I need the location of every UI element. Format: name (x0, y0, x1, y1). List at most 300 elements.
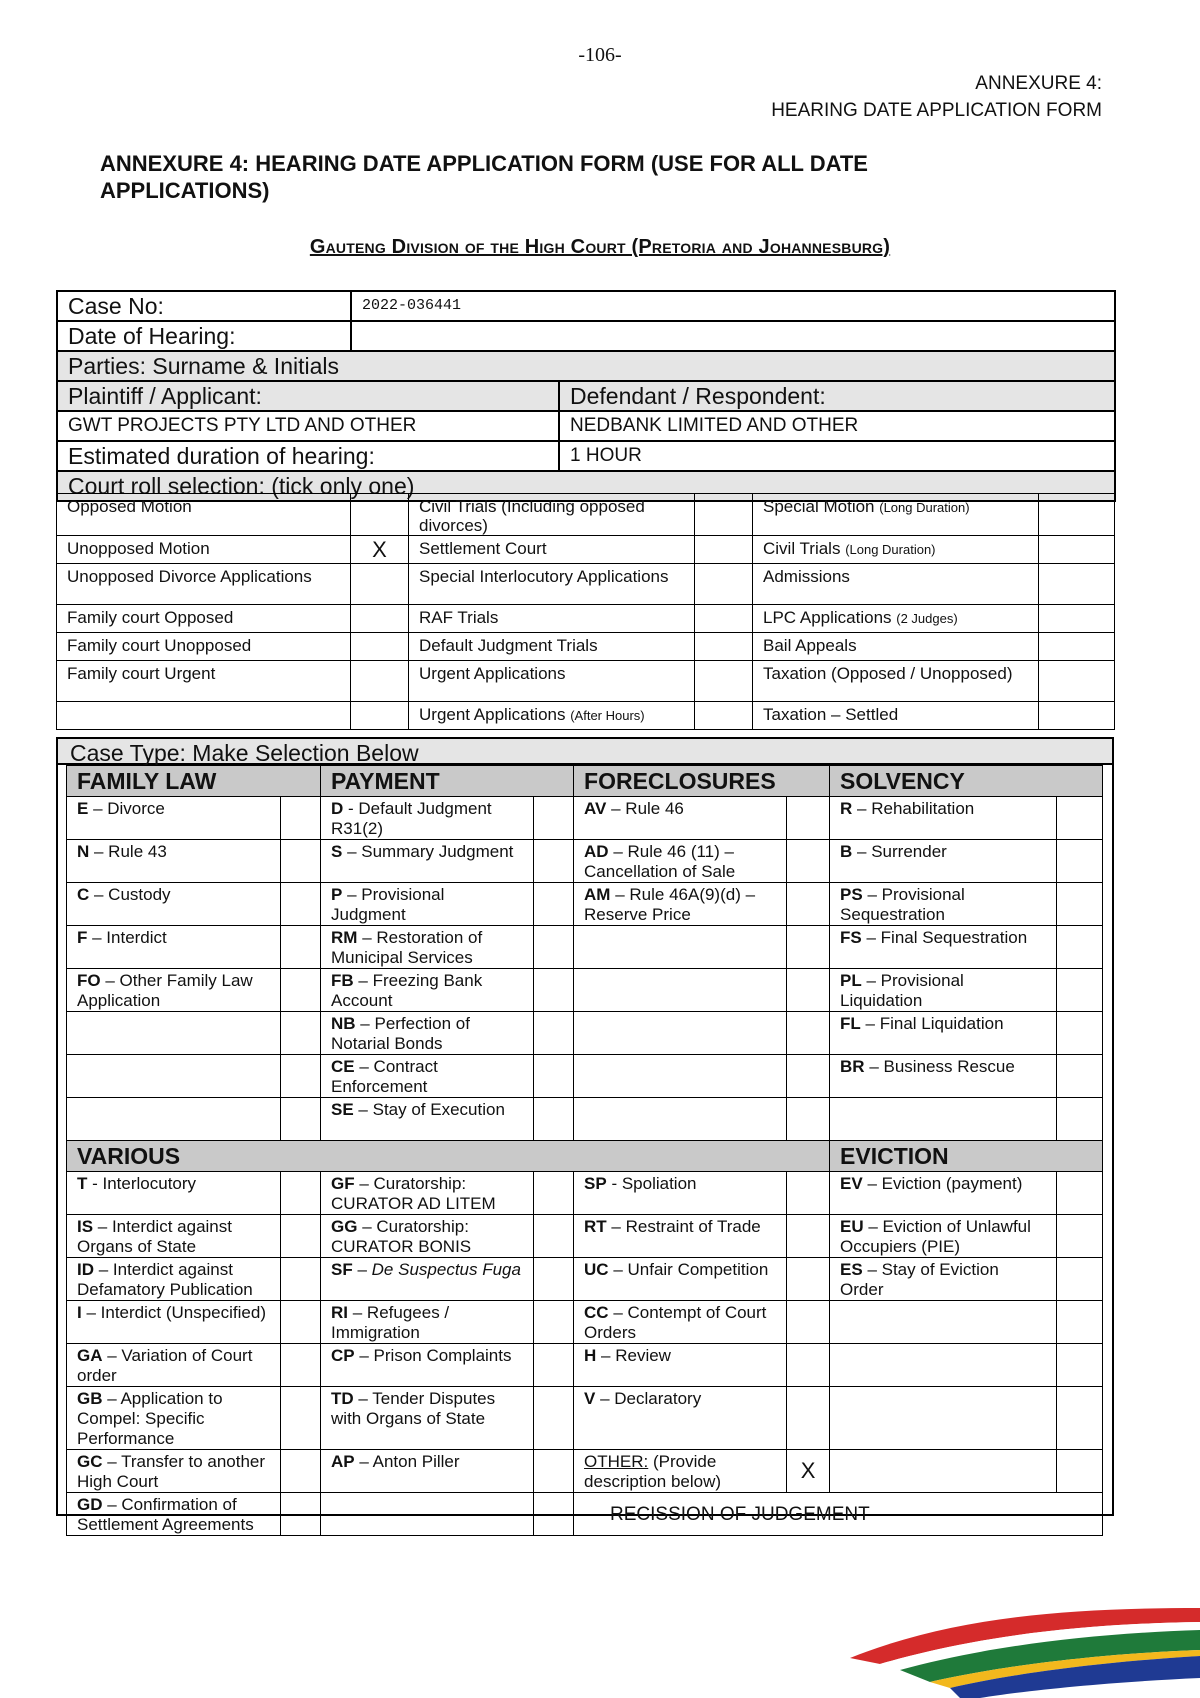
case-type-tick-box[interactable] (281, 1215, 321, 1258)
case-type-code: RT (584, 1217, 607, 1236)
case-type-text: – Unfair Competition (608, 1260, 769, 1279)
case-type-option (321, 1055, 534, 1098)
case-type-text: – Rule 46 (11) – Cancellation of Sale (584, 842, 736, 881)
case-type-text: – Contempt of Court Orders (584, 1303, 767, 1342)
court-subtitle: Gauteng Division of the High Court (Pretoria and Johannesburg) (309, 236, 891, 258)
case-type-text: – Transfer to another High Court (77, 1452, 266, 1491)
case-type-empty (574, 1012, 787, 1055)
roll-option: Taxation (Opposed / Unopposed) (753, 661, 1039, 702)
case-type-text: – Other Family Law Application (77, 971, 253, 1010)
case-type-code: SF (331, 1260, 353, 1279)
case-type-option (321, 1258, 534, 1301)
case-type-tick-box[interactable] (281, 926, 321, 969)
case-type-text: – Stay of Eviction Order (840, 1260, 999, 1299)
case-type-tick-box[interactable] (1057, 1098, 1103, 1141)
case-type-code: AD (584, 842, 609, 861)
roll-tick-box[interactable] (1039, 605, 1115, 633)
case-type-option (67, 926, 281, 969)
case-type-text: – Eviction of Unlawful Occupiers (PIE) (840, 1217, 1031, 1256)
case-type-tick-box[interactable] (1057, 1301, 1103, 1344)
case-type-option (321, 1387, 534, 1450)
case-type-code: UC (584, 1260, 609, 1279)
case-type-code: FO (77, 971, 101, 990)
roll-option: Bail Appeals (753, 633, 1039, 661)
case-type-tick-box[interactable] (534, 1215, 574, 1258)
case-type-option (321, 840, 534, 883)
case-type-code: CE (331, 1057, 355, 1076)
case-type-text: – (352, 1260, 372, 1279)
case-type-tick-box[interactable] (787, 840, 830, 883)
case-type-code: T (77, 1174, 88, 1193)
case-type-text: – Business Rescue (864, 1057, 1015, 1076)
case-type-tick-box[interactable] (281, 1387, 321, 1450)
header-eviction: EVICTION (830, 1141, 1103, 1172)
case-type-tick-box[interactable] (281, 883, 321, 926)
case-type-option (67, 1450, 281, 1493)
roll-option: Family court Urgent (57, 661, 351, 702)
case-type-tick-box[interactable] (534, 926, 574, 969)
case-type-text: – Prison Complaints (354, 1346, 512, 1365)
case-type-tick-box[interactable] (1057, 1215, 1103, 1258)
page-number: -106- (578, 44, 622, 66)
case-type-code: EV (840, 1174, 863, 1193)
case-type-tick-box[interactable] (534, 797, 574, 840)
case-type-text-italic: De Suspectus Fuga (371, 1260, 521, 1279)
roll-tick-box[interactable] (351, 702, 409, 730)
other-tick-box[interactable]: X (787, 1450, 830, 1493)
roll-option: Urgent Applications (409, 661, 695, 702)
roll-option-note: (After Hours) (570, 708, 645, 723)
case-type-text: – Perfection of Notarial Bonds (331, 1014, 470, 1053)
case-type-empty (830, 1387, 1057, 1450)
case-type-tick-box[interactable] (281, 1055, 321, 1098)
case-type-tick-box[interactable] (281, 1344, 321, 1387)
roll-tick-box[interactable] (695, 633, 753, 661)
case-type-code: CC (584, 1303, 609, 1322)
case-type-empty (830, 1450, 1057, 1493)
case-type-tick-box[interactable] (534, 1387, 574, 1450)
case-type-code: H (584, 1346, 597, 1365)
case-type-option (830, 797, 1057, 840)
case-type-tick-box[interactable] (534, 1344, 574, 1387)
roll-tick-box[interactable] (1039, 661, 1115, 702)
case-type-tick-box[interactable] (281, 1450, 321, 1493)
case-type-option (67, 1493, 281, 1536)
roll-option-note: (2 Judges) (896, 611, 958, 626)
case-type-tick-box[interactable] (534, 840, 574, 883)
case-type-text: – Rule 46 (606, 799, 684, 818)
roll-option-text: LPC Applications (763, 608, 892, 627)
case-type-code: AV (584, 799, 607, 818)
case-type-text: – Eviction (payment) (862, 1174, 1023, 1193)
case-type-tick-box[interactable] (534, 1055, 574, 1098)
case-type-text: – Interdict against Organs of State (77, 1217, 232, 1256)
case-no-label: Case No: (57, 291, 351, 321)
case-type-code: AP (331, 1452, 355, 1471)
case-type-text: – Declaratory (595, 1389, 702, 1408)
case-type-text: - Default Judgment R31(2) (331, 799, 492, 838)
roll-tick-box[interactable] (695, 536, 753, 564)
case-type-text: – Interdict (87, 928, 167, 947)
case-type-option (830, 926, 1057, 969)
plaintiff-field[interactable]: GWT PROJECTS PTY LTD AND OTHER (57, 411, 559, 441)
case-type-option (321, 1012, 534, 1055)
case-type-tick-box[interactable] (1057, 1344, 1103, 1387)
case-type-option (321, 883, 534, 926)
annexure-header (771, 70, 1102, 124)
case-type-tick-box[interactable] (534, 1098, 574, 1141)
case-type-text: – Restoration of Municipal Services (331, 928, 483, 967)
case-type-code: RI (331, 1303, 349, 1322)
case-type-text: – Custody (89, 885, 171, 904)
roll-option (753, 605, 1039, 633)
roll-tick-box[interactable] (695, 564, 753, 605)
case-type-empty (574, 926, 787, 969)
case-type-option (830, 1215, 1057, 1258)
case-type-empty (67, 1098, 281, 1141)
other-label: OTHER: (584, 1452, 649, 1471)
case-type-tick-box[interactable] (1057, 1258, 1103, 1301)
case-type-tick-box[interactable] (281, 840, 321, 883)
case-type-text: – Curatorship: CURATOR BONIS (331, 1217, 472, 1256)
case-type-text: - Spoliation (606, 1174, 697, 1193)
other-option (574, 1450, 787, 1493)
case-type-tick-box[interactable] (787, 1055, 830, 1098)
case-type-tick-box[interactable] (534, 1258, 574, 1301)
case-type-code: R (840, 799, 853, 818)
case-type-option (830, 883, 1057, 926)
case-type-tick-box[interactable] (534, 1301, 574, 1344)
case-type-text: – Application to Compel: Specific Performance (77, 1389, 223, 1448)
case-type-option (67, 840, 281, 883)
case-type-option (67, 1344, 281, 1387)
case-type-tick-box[interactable] (281, 1172, 321, 1215)
roll-tick-box[interactable] (1039, 564, 1115, 605)
case-type-text: – Variation of Court order (77, 1346, 253, 1385)
defendant-field[interactable]: NEDBANK LIMITED AND OTHER (559, 411, 1115, 441)
case-type-tick-box[interactable] (1057, 840, 1103, 883)
roll-option: Family court Opposed (57, 605, 351, 633)
case-type-code: V (584, 1389, 596, 1408)
annexure-header-line2: HEARING DATE APPLICATION FORM (771, 100, 1102, 121)
roll-option-text: Civil Trials (763, 539, 841, 558)
case-type-tick-box[interactable] (787, 969, 830, 1012)
roll-option (409, 702, 695, 730)
case-no-field[interactable]: 2022-036441 (351, 291, 1115, 321)
case-type-text: – Provisional Sequestration (840, 885, 965, 924)
case-type-tick-box[interactable] (281, 1012, 321, 1055)
case-type-text: – Restraint of Trade (606, 1217, 761, 1236)
case-type-text: – Interdict (Unspecified) (81, 1303, 266, 1322)
duration-field[interactable]: 1 HOUR (559, 441, 1115, 471)
case-type-option (67, 883, 281, 926)
case-type-option (574, 883, 787, 926)
case-type-code: RM (331, 928, 358, 947)
case-type-tick-box[interactable] (787, 1012, 830, 1055)
roll-tick-box[interactable] (351, 564, 409, 605)
date-of-hearing-label: Date of Hearing: (57, 321, 351, 351)
other-description-field[interactable]: RECISSION OF JUDGEMENT (574, 1493, 1103, 1536)
roll-option (753, 494, 1039, 536)
roll-option-text: Special Motion (763, 497, 875, 516)
case-type-tick-box[interactable] (534, 1493, 574, 1536)
case-type-table (66, 765, 1103, 1536)
case-type-option (321, 1172, 534, 1215)
case-type-text: – Tender Disputes with Organs of State (331, 1389, 496, 1428)
roll-option: Opposed Motion (57, 494, 351, 536)
case-type-option (321, 1301, 534, 1344)
roll-option-note: (Long Duration) (845, 542, 936, 557)
case-type-code: FB (331, 971, 354, 990)
case-type-option (574, 840, 787, 883)
case-type-tick-box[interactable] (1057, 797, 1103, 840)
case-type-text: – Provisional Liquidation (840, 971, 964, 1010)
case-type-code: GB (77, 1389, 103, 1408)
roll-tick-box[interactable] (1039, 494, 1115, 536)
case-type-option (830, 1012, 1057, 1055)
case-type-code: NB (331, 1014, 356, 1033)
case-type-code: D (331, 799, 344, 818)
case-type-code: CP (331, 1346, 355, 1365)
header-solvency: SOLVENCY (830, 766, 1103, 797)
annexure-header-line1: ANNEXURE 4: (975, 73, 1102, 94)
case-type-empty (574, 969, 787, 1012)
roll-tick-box[interactable] (695, 661, 753, 702)
case-type-option (574, 1301, 787, 1344)
case-type-code: TD (331, 1389, 354, 1408)
case-type-tick-box[interactable] (281, 797, 321, 840)
duration-label: Estimated duration of hearing: (57, 441, 559, 471)
case-type-tick-box[interactable] (1057, 1012, 1103, 1055)
case-type-option (67, 797, 281, 840)
roll-option: RAF Trials (409, 605, 695, 633)
case-type-tick-box[interactable] (534, 1172, 574, 1215)
case-type-code: GD (77, 1495, 103, 1514)
case-type-code: FS (840, 928, 862, 947)
case-type-empty (830, 1344, 1057, 1387)
case-type-empty (574, 1098, 787, 1141)
case-type-option (574, 1172, 787, 1215)
case-type-option (321, 1450, 534, 1493)
case-type-text: – Interdict against Defamatory Publication (77, 1260, 253, 1299)
case-type-text: – Contract Enforcement (331, 1057, 438, 1096)
roll-tick-box[interactable]: X (351, 536, 409, 564)
case-type-option (574, 797, 787, 840)
roll-option: Special Interlocutory Applications (409, 564, 695, 605)
roll-option-text: Urgent Applications (419, 705, 566, 724)
case-type-option (67, 1172, 281, 1215)
roll-option: Civil Trials (Including opposed divorces) (409, 494, 695, 536)
case-details-table (56, 290, 1116, 502)
case-type-code: GA (77, 1346, 103, 1365)
case-type-tick-box[interactable] (1057, 1387, 1103, 1450)
case-type-code: F (77, 928, 88, 947)
case-type-tick-box[interactable] (1057, 883, 1103, 926)
case-type-option (67, 1301, 281, 1344)
case-type-text: – Final Liquidation (860, 1014, 1004, 1033)
case-type-code: C (77, 885, 90, 904)
case-type-text: – Rule 43 (89, 842, 167, 861)
case-type-option (67, 1387, 281, 1450)
case-type-empty (830, 1301, 1057, 1344)
court-roll-label: Court roll selection: (tick only one) (57, 471, 1115, 501)
case-type-option (574, 1215, 787, 1258)
case-type-tick-box[interactable] (787, 1387, 830, 1450)
roll-option: Admissions (753, 564, 1039, 605)
case-type-code: ES (840, 1260, 863, 1279)
roll-tick-box[interactable] (1039, 633, 1115, 661)
case-type-tick-box[interactable] (1057, 926, 1103, 969)
case-type-empty (321, 1493, 534, 1536)
case-type-option (830, 1055, 1057, 1098)
case-type-option (321, 1344, 534, 1387)
case-type-tick-box[interactable] (1057, 969, 1103, 1012)
case-type-code: P (331, 885, 343, 904)
roll-option: Taxation – Settled (753, 702, 1039, 730)
case-type-tick-box[interactable] (787, 883, 830, 926)
case-type-text: – Freezing Bank Account (331, 971, 483, 1010)
case-type-tick-box[interactable] (1057, 1450, 1103, 1493)
south-african-flag-ribbon (840, 1578, 1200, 1698)
header-foreclosures: FORECLOSURES (574, 766, 830, 797)
case-type-option (321, 969, 534, 1012)
case-type-tick-box[interactable] (787, 1098, 830, 1141)
case-type-tick-box[interactable] (534, 883, 574, 926)
header-family-law: FAMILY LAW (67, 766, 321, 797)
case-type-code: SP (584, 1174, 607, 1193)
case-type-text: – Summary Judgment (342, 842, 514, 861)
roll-tick-box[interactable] (351, 633, 409, 661)
case-type-text: – Review (596, 1346, 671, 1365)
case-type-code: PS (840, 885, 863, 904)
case-type-text: – Rule 46A(9)(d) – Reserve Price (584, 885, 756, 924)
case-type-empty (830, 1098, 1057, 1141)
roll-tick-box[interactable] (351, 605, 409, 633)
case-type-text: – Provisional Judgment (331, 885, 445, 924)
case-type-code: E (77, 799, 89, 818)
case-type-text: – Final Sequestration (861, 928, 1028, 947)
case-type-code: I (77, 1303, 82, 1322)
case-type-code: GF (331, 1174, 355, 1193)
case-type-option (67, 1258, 281, 1301)
case-type-tick-box[interactable] (281, 969, 321, 1012)
case-type-text: – Refugees / Immigration (331, 1303, 450, 1342)
case-type-code: SE (331, 1100, 354, 1119)
plaintiff-label: Plaintiff / Applicant: (57, 381, 559, 411)
case-type-tick-box[interactable] (787, 1215, 830, 1258)
roll-tick-box[interactable] (1039, 702, 1115, 730)
case-type-tick-box[interactable] (534, 1012, 574, 1055)
case-type-code: ID (77, 1260, 94, 1279)
case-type-code: AM (584, 885, 611, 904)
case-type-option (830, 1258, 1057, 1301)
roll-tick-box[interactable] (695, 702, 753, 730)
case-type-tick-box[interactable] (787, 1258, 830, 1301)
case-type-option (574, 1258, 787, 1301)
roll-option: Settlement Court (409, 536, 695, 564)
case-type-code: IS (77, 1217, 94, 1236)
case-type-empty (574, 1055, 787, 1098)
roll-tick-box[interactable] (695, 605, 753, 633)
case-type-option (574, 1344, 787, 1387)
other-instruction: (Provide description below) (584, 1452, 722, 1491)
case-type-tick-box[interactable] (281, 1301, 321, 1344)
case-type-code: PL (840, 971, 862, 990)
case-type-tick-box[interactable] (787, 797, 830, 840)
parties-label: Parties: Surname & Initials (57, 351, 1115, 381)
case-type-code: N (77, 842, 90, 861)
case-type-code: GC (77, 1452, 103, 1471)
case-type-tick-box[interactable] (534, 969, 574, 1012)
case-type-code: S (331, 842, 343, 861)
case-type-tick-box[interactable] (787, 1344, 830, 1387)
case-type-tick-box[interactable] (787, 1172, 830, 1215)
case-type-code: FL (840, 1014, 861, 1033)
case-type-empty (67, 1012, 281, 1055)
roll-option: Unopposed Motion (57, 536, 351, 564)
roll-option-note: (Long Duration) (879, 500, 970, 515)
case-type-option (321, 926, 534, 969)
roll-option: Family court Unopposed (57, 633, 351, 661)
defendant-label: Defendant / Respondent: (559, 381, 1115, 411)
case-type-code: GG (331, 1217, 358, 1236)
case-type-code: BR (840, 1057, 865, 1076)
case-type-option (830, 1172, 1057, 1215)
case-type-text: – Surrender (852, 842, 947, 861)
case-type-tick-box[interactable] (1057, 1172, 1103, 1215)
case-type-tick-box[interactable] (1057, 1055, 1103, 1098)
roll-tick-box[interactable] (1039, 536, 1115, 564)
roll-tick-box[interactable] (351, 661, 409, 702)
case-type-label: Case Type: Make Selection Below (56, 737, 1114, 765)
case-type-option (67, 969, 281, 1012)
court-roll-table (56, 493, 1115, 730)
roll-option (57, 702, 351, 730)
case-type-tick-box[interactable] (534, 1450, 574, 1493)
case-type-option (830, 840, 1057, 883)
case-type-option (321, 797, 534, 840)
case-type-option (574, 1387, 787, 1450)
header-payment: PAYMENT (321, 766, 574, 797)
case-type-text: – Rehabilitation (852, 799, 975, 818)
case-type-option (321, 1098, 534, 1141)
date-of-hearing-field[interactable] (351, 321, 1115, 351)
case-type-option (321, 1215, 534, 1258)
case-type-text: – Stay of Execution (353, 1100, 505, 1119)
header-various: VARIOUS (67, 1141, 830, 1172)
case-type-tick-box[interactable] (281, 1258, 321, 1301)
case-type-tick-box[interactable] (281, 1098, 321, 1141)
case-type-text: – Anton Piller (354, 1452, 460, 1471)
roll-tick-box[interactable] (695, 494, 753, 536)
case-type-empty (67, 1055, 281, 1098)
case-type-tick-box[interactable] (787, 1301, 830, 1344)
case-type-text: – Divorce (88, 799, 165, 818)
roll-option: Default Judgment Trials (409, 633, 695, 661)
case-type-option (830, 969, 1057, 1012)
roll-option: Unopposed Divorce Applications (57, 564, 351, 605)
roll-tick-box[interactable] (351, 494, 409, 536)
form-title: ANNEXURE 4: HEARING DATE APPLICATION FORM (USE FOR ALL DATE APPLICATIONS) (100, 151, 868, 203)
case-type-code: EU (840, 1217, 864, 1236)
case-type-code: B (840, 842, 853, 861)
case-type-tick-box[interactable] (281, 1493, 321, 1536)
case-type-text: – Curatorship: CURATOR AD LITEM (331, 1174, 496, 1213)
case-type-tick-box[interactable] (787, 926, 830, 969)
case-type-option (67, 1215, 281, 1258)
case-type-text: – Confirmation of Settlement Agreements (77, 1495, 254, 1534)
case-type-text: - Interlocutory (87, 1174, 197, 1193)
